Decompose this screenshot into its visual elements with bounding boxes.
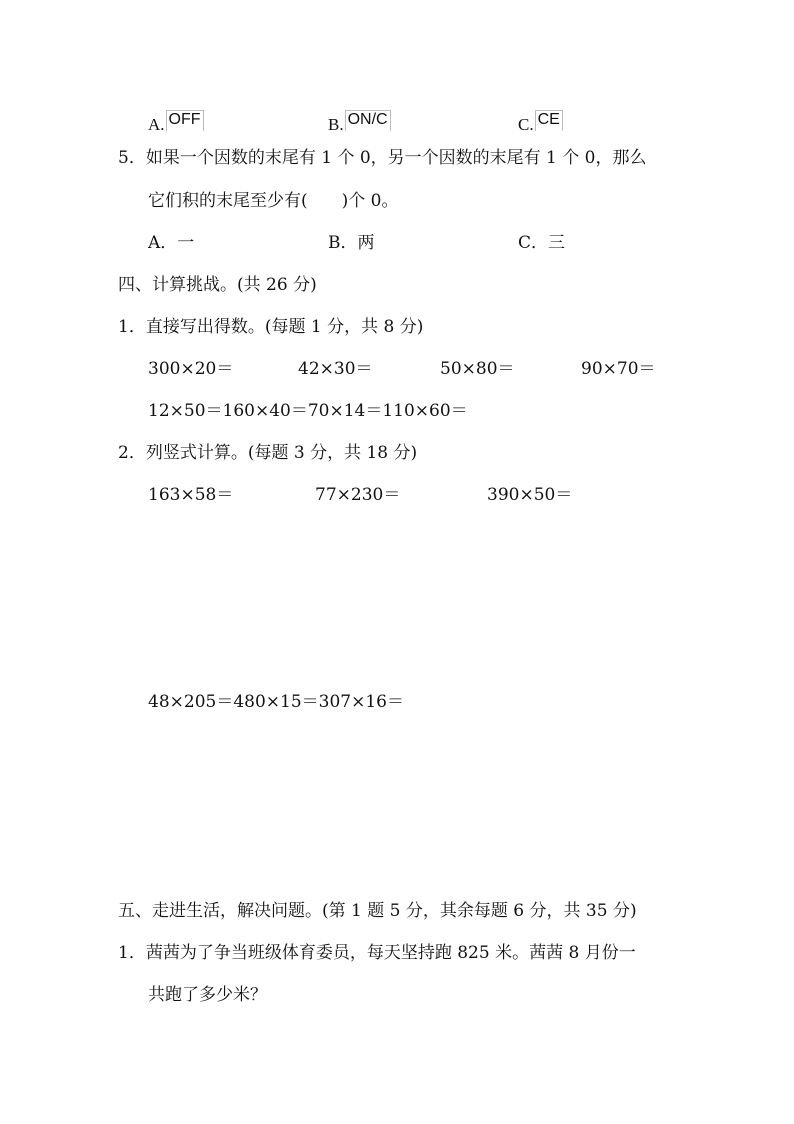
q4-option-c [518,111,563,137]
vertical-calc-item: 390×50＝ [487,485,573,505]
q5-line1: 5．如果一个因数的末尾有 1 个 0，另一个因数的末尾有 1 个 0，那么 [118,148,647,168]
q5-line2: 它们积的末尾至少有( )个 0。 [148,191,399,211]
q5-option-a: A．一 [148,233,195,253]
vertical-calc-item: 77×230＝ [315,485,401,505]
option-letter: A. [148,115,165,134]
q5-option-b: B．两 [328,233,375,253]
section5-q1-line1: 1．茜茜为了争当班级体育委员，每天坚持跑 825 米。茜茜 8 月份一 [118,943,636,963]
oral-calc-item: 42×30＝ [298,359,373,379]
section5-title: 五、走进生活，解决问题。(第 1 题 5 分，其余每题 6 分，共 35 分) [118,901,637,921]
q5-option-c: C．三 [518,233,566,253]
oral-calc-item: 50×80＝ [440,359,515,379]
option-letter: B. [328,115,344,134]
q4-option-b [328,111,391,137]
oral-calc-item: 90×70＝ [581,359,656,379]
option-letter: C. [518,115,534,134]
calculator-key-ce: CE [535,110,563,131]
oral-calc-item: 300×20＝ [148,359,234,379]
q4-option-a [148,111,204,137]
oral-calc-row2: 12×50＝160×40＝70×14＝110×60＝ [148,401,468,421]
calculator-key-off: OFF [166,110,204,131]
section4-part1-title: 1．直接写出得数。(每题 1 分，共 8 分) [118,317,424,337]
vertical-calc-item: 163×58＝ [148,485,234,505]
calculator-key-on-c: ON/C [345,110,391,131]
section4-title: 四、计算挑战。(共 26 分) [118,275,317,295]
section4-part2-title: 2．列竖式计算。(每题 3 分，共 18 分) [118,443,418,463]
section5-q1-line2: 共跑了多少米？ [148,985,267,1005]
vertical-calc-row2: 48×205＝480×15＝307×16＝ [148,692,404,712]
